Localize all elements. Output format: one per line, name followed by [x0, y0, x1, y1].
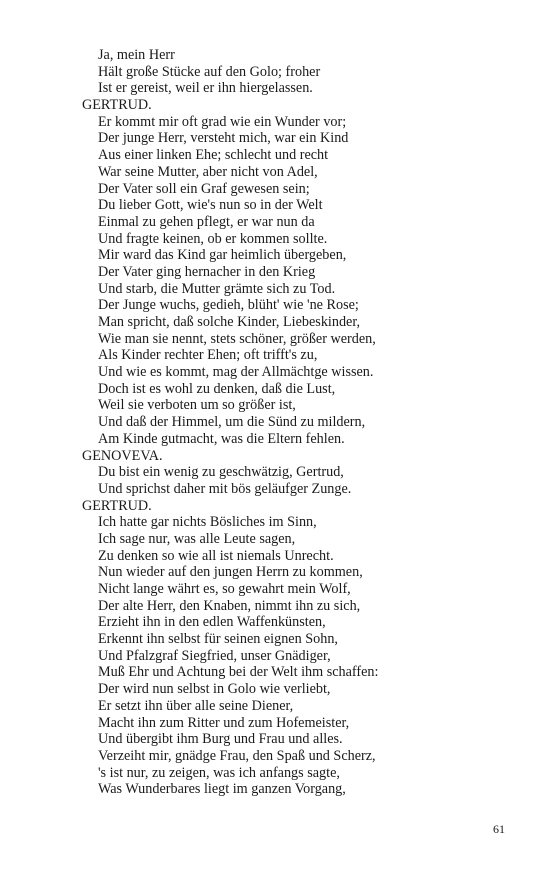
speaker-name: GERTRUD.: [82, 497, 152, 514]
verse-line: Was Wunderbares liegt im ganzen Vorgang,: [98, 781, 346, 798]
verse-line: Wie man sie nennt, stets schöner, größer werden,: [98, 330, 376, 347]
verse-line: Als Kinder rechter Ehen; oft trifft's zu,: [98, 347, 318, 364]
verse-line: Er setzt ihn über alle seine Diener,: [98, 697, 294, 714]
verse-line: Aus einer linken Ehe; schlecht und recht: [98, 147, 329, 164]
verse-line: Und sprichst daher mit bös geläufger Zunge.: [98, 480, 352, 497]
verse-line: Und starb, die Mutter grämte sich zu Tod.: [98, 280, 336, 297]
verse-line: Macht ihn zum Ritter und zum Hofemeister,: [98, 714, 350, 731]
verse-line: Du lieber Gott, wie's nun so in der Welt: [98, 197, 323, 214]
verse-line: Der wird nun selbst in Golo wie verliebt,: [98, 681, 331, 698]
verse-line: Und übergibt ihm Burg und Frau und alles.: [98, 731, 343, 748]
verse-line: Und wie es kommt, mag der Allmächtge wissen.: [98, 364, 374, 381]
verse-line: Weil sie verboten um so größer ist,: [98, 397, 296, 414]
verse-line: Einmal zu gehen pflegt, er war nun da: [98, 213, 315, 230]
verse-line: War seine Mutter, aber nicht von Adel,: [98, 163, 318, 180]
speaker-name: GERTRUD.: [82, 97, 152, 114]
verse-line: Ja, mein Herr: [98, 47, 175, 63]
verse-line: Der Vater soll ein Graf gewesen sein;: [98, 180, 310, 197]
verse-line: Ist er gereist, weil er ihn hiergelassen.: [98, 80, 313, 97]
verse-line: Der junge Herr, versteht mich, war ein Kind: [98, 130, 349, 147]
verse-line: Mir ward das Kind gar heimlich übergeben,: [98, 247, 347, 264]
verse-line: Man spricht, daß solche Kinder, Liebeskinder,: [98, 314, 361, 330]
verse-line: Und fragte keinen, ob er kommen sollte.: [98, 230, 328, 247]
speaker-name: GENOVEVA.: [82, 447, 163, 464]
verse-line: Muß Ehr und Achtung bei der Welt ihm schaffen:: [98, 664, 379, 681]
verse-line: Verzeiht mir, gnädge Frau, den Spaß und Scherz,: [98, 747, 376, 764]
verse-line: Der alte Herr, den Knaben, nimmt ihn zu sich,: [98, 597, 361, 614]
verse-line: Und Pfalzgraf Siegfried, unser Gnädiger,: [98, 647, 331, 664]
verse-line: Erzieht ihn in den edlen Waffenkünsten,: [98, 614, 326, 631]
verse-line: Der Vater ging hernacher in den Krieg: [98, 263, 316, 280]
verse-line: 's ist nur, zu zeigen, was ich anfangs sagte,: [98, 764, 340, 781]
verse-line: Er kommt mir oft grad wie ein Wunder vor;: [98, 113, 347, 130]
verse-line: Du bist ein wenig zu geschwätzig, Gertrud,: [98, 464, 344, 481]
verse-line: Nun wieder auf den jungen Herrn zu kommen,: [98, 564, 363, 581]
verse-line: Doch ist es wohl zu denken, daß die Lust,: [98, 380, 336, 397]
verse-line: Zu denken so wie all ist niemals Unrecht.: [98, 547, 334, 564]
verse-line: Ich hatte gar nichts Bösliches im Sinn,: [98, 514, 317, 531]
page-number: 61: [493, 822, 505, 836]
verse-line: Erkennt ihn selbst für seinen eignen Sohn,: [98, 631, 338, 648]
verse-line: Der Junge wuchs, gedieh, blüht' wie 'ne Rose;: [98, 297, 359, 314]
page-text: [82, 47, 522, 798]
verse-line: Nicht lange währt es, so gewahrt mein Wolf,: [98, 581, 351, 597]
verse-line: Hält große Stücke auf den Golo; froher: [98, 63, 321, 80]
verse-line: Am Kinde gutmacht, was die Eltern fehlen.: [98, 430, 345, 447]
verse-line: Ich sage nur, was alle Leute sagen,: [98, 530, 296, 547]
verse-line: Und daß der Himmel, um die Sünd zu mildern,: [98, 414, 366, 431]
